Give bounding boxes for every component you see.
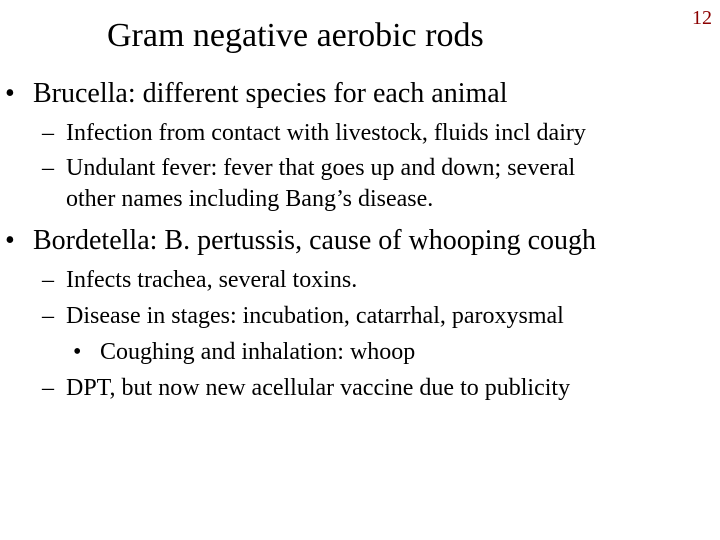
dash-marker: – [42, 120, 54, 146]
bullet-marker: • [73, 339, 82, 365]
subbullet-text: Disease in stages: incubation, catarrhal, paroxysmal [66, 303, 564, 329]
dash-marker: – [42, 303, 54, 329]
subsubbullet-whoop [73, 337, 415, 368]
dash-marker: – [42, 267, 54, 293]
subbullet-dpt-vaccine [42, 373, 570, 404]
bullet-bordetella [5, 224, 596, 258]
subbullet-text: Infection from contact with livestock, fluids incl dairy [66, 120, 586, 146]
slide-title: Gram negative aerobic rods [107, 17, 484, 54]
dash-marker: – [42, 375, 54, 401]
subbullet-infection [42, 118, 586, 149]
subbullet-undulant-fever [42, 153, 575, 215]
subbullet-text: DPT, but now new acellular vaccine due to publicity [66, 375, 571, 401]
bullet-marker: • [5, 78, 15, 109]
page-number: 12 [692, 7, 712, 29]
dash-marker: – [42, 155, 54, 181]
subsubbullet-text: Coughing and inhalation: whoop [100, 339, 416, 365]
subbullet-text: Infects trachea, several toxins. [66, 267, 358, 293]
subbullet-infects-trachea [42, 265, 357, 296]
subbullet-text-line2: other names including Bang’s disease. [66, 186, 434, 212]
subbullet-text-line1: Undulant fever: fever that goes up and down; several [66, 155, 576, 181]
subbullet-disease-stages [42, 301, 564, 332]
bullet-text: Brucella: different species for each animal [33, 78, 508, 109]
bullet-brucella [5, 77, 507, 111]
bullet-text: Bordetella: B. pertussis, cause of whooping cough [33, 225, 597, 256]
bullet-marker: • [5, 225, 15, 256]
